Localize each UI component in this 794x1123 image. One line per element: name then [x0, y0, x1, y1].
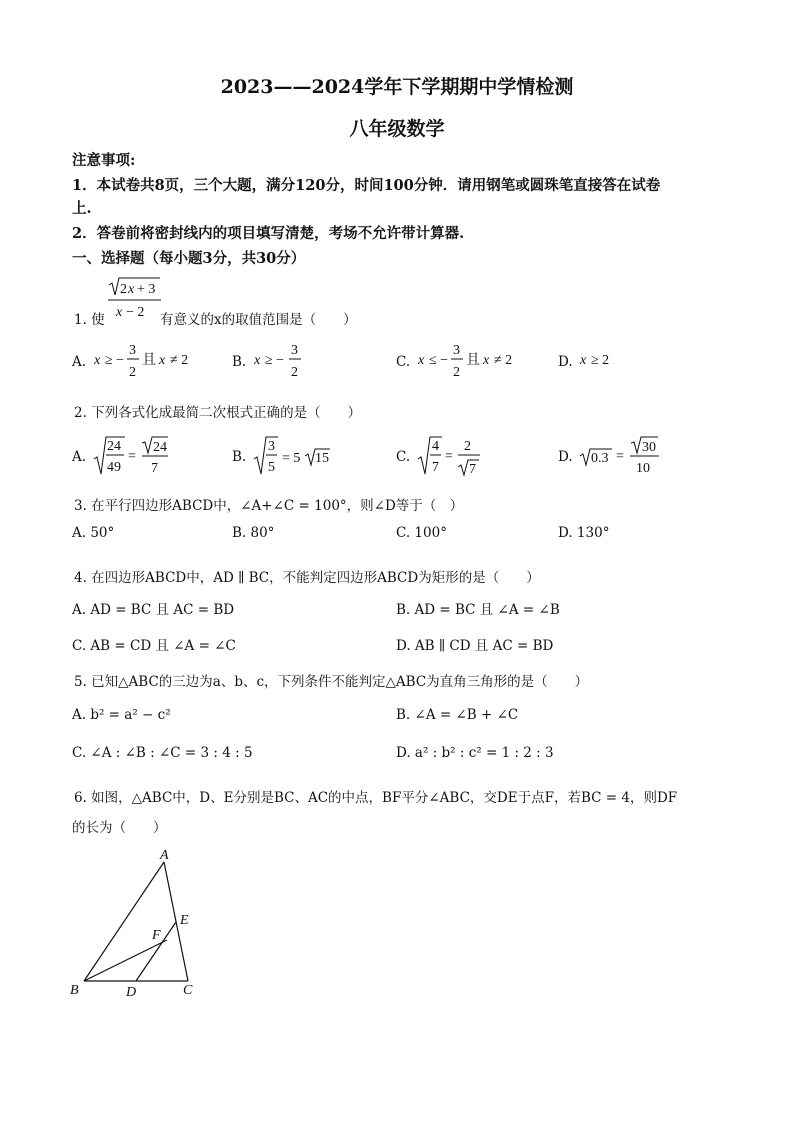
svg-text:= 5: = 5: [282, 451, 301, 466]
svg-text:2: 2: [129, 365, 136, 380]
svg-text:≠ 2: ≠ 2: [170, 353, 189, 368]
q1-option-b: [252, 340, 312, 382]
exam-subtitle: 八年级数学: [349, 118, 445, 140]
q3-option-c: C. 100°: [396, 525, 447, 541]
svg-text:≥ −: ≥ −: [265, 353, 285, 368]
svg-text:10: 10: [636, 461, 650, 476]
svg-text:=: =: [445, 449, 453, 464]
notes-item-1-cont: 上.: [72, 200, 92, 217]
svg-text:x: x: [94, 353, 101, 368]
q2-option-b-label: B.: [232, 449, 247, 465]
label-c: C: [183, 983, 193, 998]
q2-option-d-label: D.: [558, 449, 573, 465]
svg-text:≤ −: ≤ −: [429, 353, 449, 368]
q5-option-b: B. ∠A = ∠B + ∠C: [396, 707, 519, 723]
q3-option-d: D. 130°: [558, 525, 610, 541]
q5-stem: 5. 已知△ABC的三边为a、b、c，下列条件不能判定△ABC为直角三角形的是（ ）: [74, 674, 589, 690]
q4-option-c: C. AB = CD 且 ∠A = ∠C: [72, 638, 236, 654]
svg-text:≥ −: ≥ −: [105, 353, 125, 368]
svg-text:3: 3: [268, 439, 275, 454]
svg-text:7: 7: [432, 460, 439, 475]
svg-text:7: 7: [469, 462, 476, 477]
q2-option-b: [252, 434, 342, 478]
svg-text:15: 15: [315, 451, 329, 466]
svg-text:49: 49: [107, 460, 121, 475]
q2-option-c-label: C.: [396, 449, 411, 465]
q2-option-a: [92, 434, 182, 478]
svg-text:0.3: 0.3: [591, 451, 609, 466]
notes-item-2: 2．答卷前将密封线内的项目填写清楚，考场不允许带计算器.: [72, 225, 465, 242]
svg-text:2: 2: [120, 282, 127, 297]
svg-text:30: 30: [642, 440, 656, 455]
svg-text:24: 24: [153, 440, 167, 455]
q1-suffix: 有意义的x的取值范围是（ ）: [160, 312, 357, 328]
q6-stem-cont: 的长为（ ）: [72, 820, 167, 836]
svg-text:≠ 2: ≠ 2: [494, 353, 513, 368]
section-title: 一、选择题（每小题3分，共30分）: [72, 250, 306, 267]
svg-text:2: 2: [453, 365, 460, 380]
q2-stem: 2. 下列各式化成最简二次根式正确的是（ ）: [74, 405, 362, 421]
label-e: E: [180, 913, 189, 928]
notes-heading: 注意事项:: [72, 152, 136, 169]
segment-bf: [84, 940, 167, 981]
svg-text:5: 5: [268, 460, 275, 475]
q1-option-c-label: C.: [396, 354, 411, 370]
svg-text:3: 3: [291, 343, 298, 358]
q5-option-a: A. b² = a² − c²: [72, 707, 171, 723]
svg-text:x: x: [483, 353, 490, 368]
svg-text:且: 且: [142, 353, 156, 368]
svg-text:x: x: [418, 353, 425, 368]
q1-option-a: [92, 340, 202, 382]
svg-text:2: 2: [291, 365, 298, 380]
triangle-figure: [60, 840, 220, 1005]
q2-option-d: [578, 434, 668, 478]
svg-text:x: x: [159, 353, 166, 368]
q5-option-c: C. ∠A : ∠B : ∠C = 3 : 4 : 5: [72, 745, 253, 761]
q4-stem: 4. 在四边形ABCD中，AD ∥ BC，不能判定四边形ABCD为矩形的是（ ）: [74, 570, 540, 586]
svg-text:且: 且: [466, 353, 480, 368]
q3-option-a: A. 50°: [72, 525, 115, 541]
svg-text:=: =: [128, 449, 136, 464]
side-ab: [84, 862, 164, 981]
svg-text:3: 3: [129, 343, 136, 358]
q1-option-b-label: B.: [232, 354, 247, 370]
svg-text:3: 3: [453, 343, 460, 358]
svg-text:− 2: − 2: [126, 305, 145, 320]
q2-option-c: [416, 434, 496, 478]
q1-option-d-label: D.: [558, 354, 573, 370]
q4-option-b: B. AD = BC 且 ∠A = ∠B: [396, 602, 560, 618]
q1-prefix: 1. 使: [74, 312, 105, 328]
svg-text:24: 24: [107, 439, 121, 454]
notes-item-1: 1．本试卷共8页，三个大题，满分120分，时间100分钟．请用钢笔或圆珠笔直接答在试卷: [72, 177, 661, 194]
q4-option-d: D. AB ∥ CD 且 AC = BD: [396, 638, 554, 654]
svg-text:7: 7: [151, 461, 158, 476]
svg-text:2: 2: [464, 439, 471, 454]
label-a: A: [160, 848, 169, 863]
svg-text:x: x: [116, 305, 123, 320]
q3-option-b: B. 80°: [232, 525, 275, 541]
svg-text:4: 4: [432, 439, 439, 454]
q2-option-a-label: A.: [72, 449, 87, 465]
q1-option-d: [578, 340, 628, 382]
svg-text:≥ 2: ≥ 2: [591, 353, 610, 368]
q6-stem: 6. 如图，△ABC中，D、E分别是BC、AC的中点，BF平分∠ABC，交DE于点F，若BC = 4，则DF: [74, 790, 678, 806]
label-f: F: [152, 928, 161, 943]
label-b: B: [70, 983, 79, 998]
q1-option-a-label: A.: [72, 354, 87, 370]
svg-text:x: x: [254, 353, 261, 368]
q1-fraction: [106, 276, 162, 322]
svg-text:=: =: [616, 449, 624, 464]
q1-option-c: [416, 340, 526, 382]
svg-text:+ 3: + 3: [137, 282, 156, 297]
q5-option-d: D. a² : b² : c² = 1 : 2 : 3: [396, 745, 554, 761]
exam-title: 2023——2024学年下学期期中学情检测: [220, 76, 574, 98]
q4-option-a: A. AD = BC 且 AC = BD: [72, 602, 235, 618]
q3-stem: 3. 在平行四边形ABCD中，∠A+∠C = 100°，则∠D等于（ ）: [74, 498, 464, 514]
svg-text:x: x: [128, 282, 135, 297]
label-d: D: [126, 985, 137, 1000]
svg-text:x: x: [580, 353, 587, 368]
